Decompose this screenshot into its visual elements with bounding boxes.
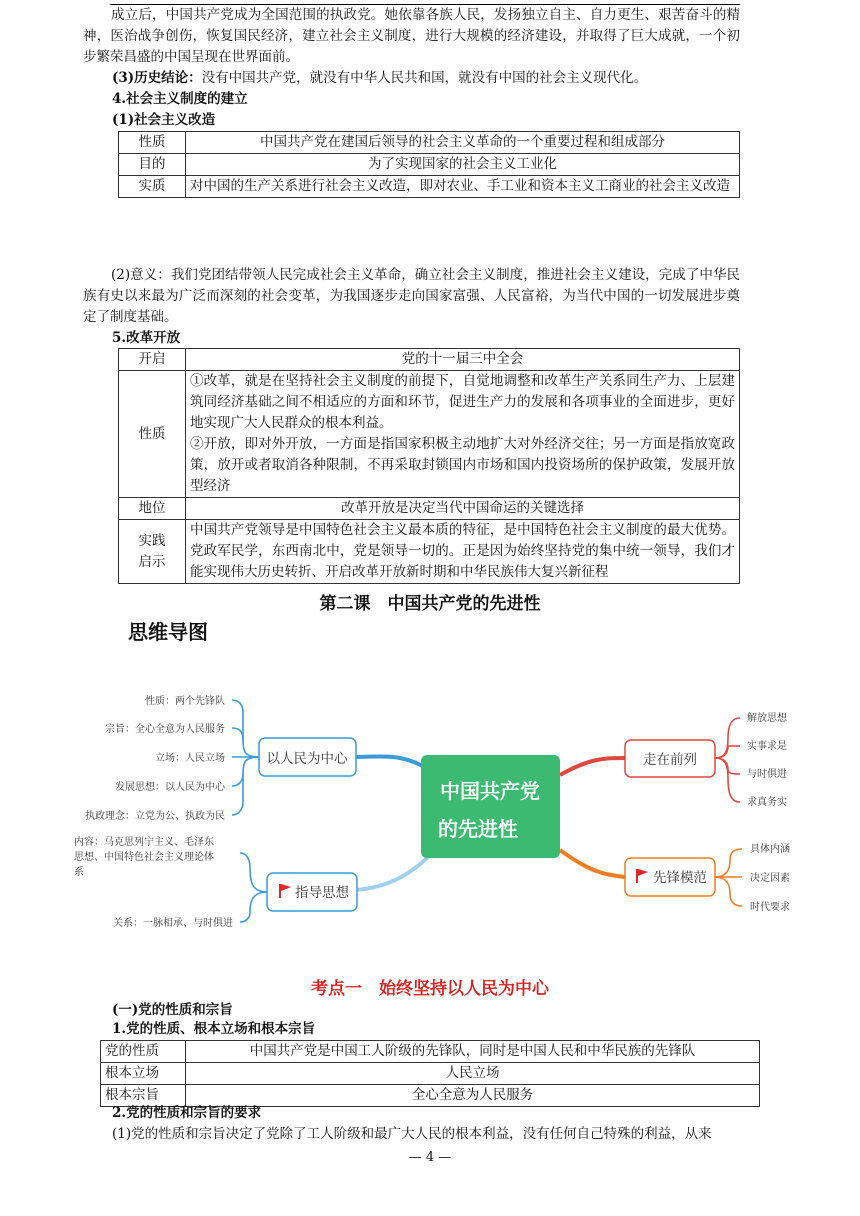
connector-people: [356, 756, 430, 770]
socialist-transformation-table: [118, 131, 740, 198]
table-cell: 中国共产党是中国工人阶级的先锋队，同时是中国人民和中华民族的先锋队: [186, 1041, 760, 1063]
leaf-determinant: 决定因素: [750, 873, 790, 884]
mind-map: [0, 660, 860, 960]
table-cell: [186, 371, 740, 498]
leaf-content-line-3: 系: [74, 867, 84, 878]
brace-line: [715, 849, 742, 877]
table-header-cell: 开启: [119, 349, 186, 371]
table-row: [119, 154, 740, 176]
table-row: [101, 1063, 760, 1085]
leaf-stance: 立场：人民立场: [155, 753, 225, 764]
brace-line: [240, 853, 267, 892]
section-4-title: 4.社会主义制度的建立: [112, 91, 248, 107]
branch-front-label: 走在前列: [643, 752, 697, 768]
table-header-cell: 地位: [119, 498, 186, 520]
leaf-pragmatic: 求真务实: [747, 797, 787, 808]
historical-conclusion-label: (3)历史结论：: [112, 70, 202, 86]
table-header-cell: 性质: [119, 371, 186, 498]
flag-icon: [279, 884, 281, 898]
leaf-content-line-2: 思想、中国特色社会主义理论体: [74, 852, 214, 863]
table-row: [119, 349, 740, 371]
table-cell: 中国共产党领导是中国特色社会主义最本质的特征，是中国特色社会主义制度的最大优势。党政军民学，东西南北中，党是领导一切的。正是因为始终坚持党的集中统一领导，我们才能实现伟大历史转折、开启改革开放新时期和中华民族伟大复兴新征程: [186, 520, 740, 584]
brace-line: [715, 746, 740, 758]
historical-conclusion-text: 没有中国共产党，就没有中华人民共和国，就没有中国的社会主义现代化。: [201, 70, 648, 86]
table-header-cell: 性质: [119, 132, 186, 154]
branch-vanguard-label: 先锋模范: [653, 870, 707, 886]
table-row: [119, 520, 740, 584]
leaf-content-line-1: 内容：马克思列宁主义、毛泽东: [74, 837, 214, 848]
table-cell: 中国共产党在建国后领导的社会主义革命的一个重要过程和组成部分: [186, 132, 740, 154]
brace-line: [232, 757, 259, 786]
table-row: [119, 498, 740, 520]
party-nature-table: [100, 1040, 760, 1107]
table-row: [101, 1041, 760, 1063]
k2-text: (1)党的性质和宗旨决定了党除了工人阶级和最广大人民的根本利益，没有任何自己特殊的利益，从来: [112, 1126, 712, 1142]
table-row: [119, 371, 740, 498]
table-cell: 全心全意为人民服务: [186, 1085, 760, 1107]
reform-definition: ①改革，就是在坚持社会主义制度的前提下，自觉地调整和改革生产关系同生产力、上层建筑同经济基础之间不相适应的方面和环节，促进生产力的发展和各项事业的全面进步，更好地实现广大人民群众的根本利益。: [190, 373, 735, 431]
page-number: — 4 —: [408, 1150, 452, 1165]
k2-subtitle: 2.党的性质和宗旨的要求: [112, 1105, 262, 1121]
table-header-cell: 根本宗旨: [101, 1085, 186, 1107]
leaf-nature: 性质：两个先锋队: [145, 696, 225, 707]
table-header-cell: [119, 520, 186, 584]
leaf-connotation: 具体内涵: [750, 844, 790, 855]
branch-people-label: 以人民为中心: [266, 751, 348, 767]
central-node: [421, 755, 560, 858]
leaf-emancipate: 解放思想: [747, 713, 787, 724]
historical-conclusion: [112, 68, 647, 89]
connector-front: [560, 758, 625, 775]
leaf-governance: 执政理念：立党为公、执政为民: [85, 811, 225, 822]
table-row: [119, 176, 740, 198]
connector-vanguard: [560, 850, 625, 877]
leaf-era-requirement: 时代要求: [750, 902, 790, 913]
table-header-cell: 目的: [119, 154, 186, 176]
branch-ideology-label: 指导思想: [295, 885, 349, 901]
table-cell: 对中国的生产关系进行社会主义改造，即对农业、手工业和资本主义工商业的社会主义改造: [186, 176, 740, 198]
leaf-development: 发展思想：以人民为中心: [115, 782, 225, 793]
section-4-subtitle: (1)社会主义改造: [112, 112, 216, 128]
table-cell: 改革开放是决定当代中国命运的关键选择: [186, 498, 740, 520]
brace-line: [232, 728, 243, 740]
lesson-title: 第二课 中国共产党的先进性: [319, 594, 541, 614]
brace-line: [715, 877, 742, 906]
section-4-meaning: (2)意义：我们党团结带领人民完成社会主义革命，确立社会主义制度，推进社会主义建设，完成了中华民族有史以来最为广泛而深刻的社会变革，为我国逐步走向国家富强、人民富裕，为当代中国的一切发展进步奠定了制度基础。: [83, 267, 740, 325]
table-cell: 人民立场: [186, 1063, 760, 1085]
brace-line: [240, 892, 267, 922]
table-header-cell: 根本立场: [101, 1063, 186, 1085]
k1-title: (一)党的性质和宗旨: [112, 1002, 233, 1018]
leaf-relationship: 关系：一脉相承、与时俱进: [113, 918, 233, 929]
central-node-line-2: 的先进性: [438, 817, 518, 841]
table-cell: 为了实现国家的社会主义工业化: [186, 154, 740, 176]
flag-icon: [636, 869, 638, 883]
table-header-cell: 党的性质: [101, 1041, 186, 1063]
mindmap-heading: 思维导图: [128, 620, 208, 644]
leaf-purpose: 宗旨：全心全意为人民服务: [105, 724, 225, 735]
section-5-title: 5.改革开放: [112, 330, 181, 346]
table-row: [119, 132, 740, 154]
central-node-line-1: 中国共产党: [440, 779, 540, 803]
paragraph-intro: 成立后，中国共产党成为全国范围的执政党。她依靠各族人民，发扬独立自主、自力更生、艰苦奋斗的精神，医治战争创伤，恢复国民经济，建立社会主义制度，进行大规模的经济建设，并取得了巨大成就，一个初步繁荣昌盛的中国呈现在世界面前。: [83, 7, 740, 65]
leaf-seek-truth: 实事求是: [747, 741, 787, 752]
k1-subtitle: 1.党的性质、根本立场和根本宗旨: [112, 1021, 316, 1037]
table-cell: 党的十一届三中全会: [186, 349, 740, 371]
opening-definition: ②开放，即对外开放，一方面是指国家积极主动地扩大对外经济交往；另一方面是指放宽政策，放开或者取消各种限制，不再采取封锁国内市场和国内投资场所的保护政策，发展开放型经济: [190, 436, 735, 494]
table-header-cell: 实质: [119, 176, 186, 198]
exam-point-title: 考点一 始终坚持以人民为中心: [311, 979, 549, 999]
reform-opening-table: [118, 348, 740, 584]
leaf-keep-pace: 与时俱进: [747, 769, 787, 780]
header-line-2: 启示: [138, 553, 166, 570]
header-line-1: 实践: [138, 532, 166, 549]
